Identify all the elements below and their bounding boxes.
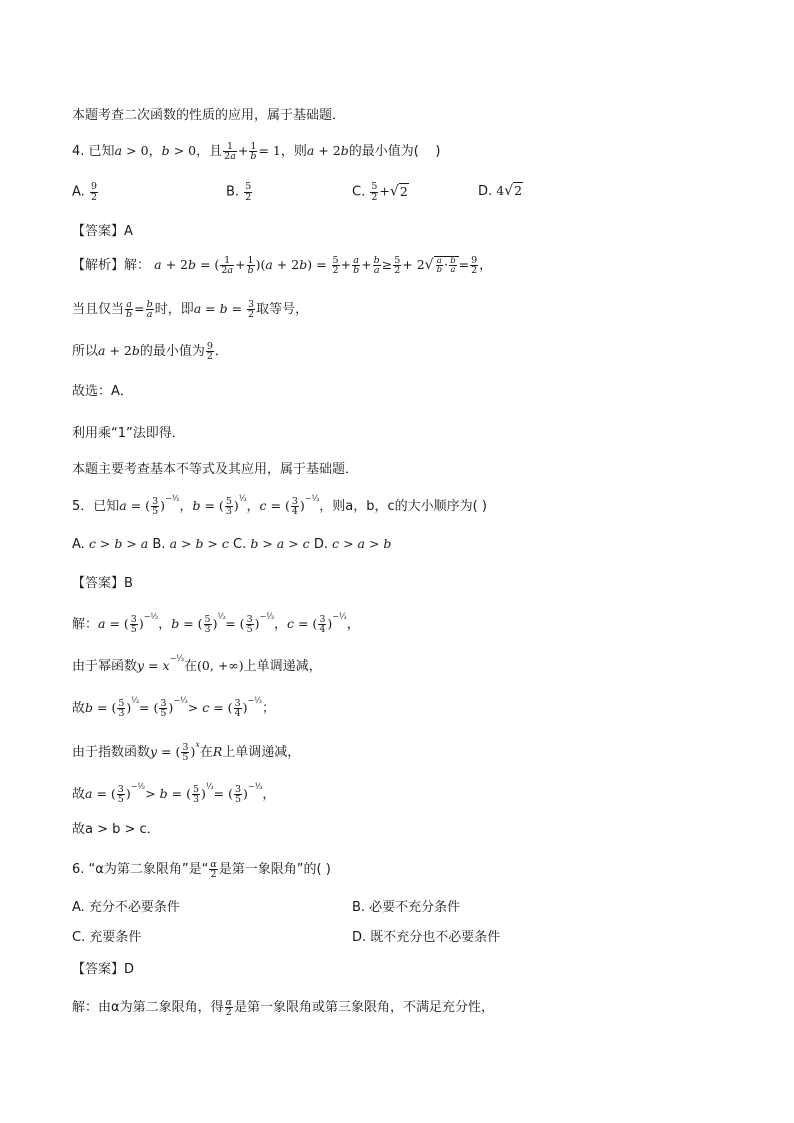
q4-option-d: D. 4√2 xyxy=(478,183,523,199)
q4-method: 利用乘“1”法即得． xyxy=(72,426,185,441)
q4-option-d-label: D. xyxy=(478,184,493,199)
q5-exp-prefix: 由于指数函数 xyxy=(72,745,151,760)
q4-equality-end: 取等号， xyxy=(256,302,309,317)
q6-solve-b: 是第一象限角或第三象限角，不满足充分性， xyxy=(234,1000,495,1015)
q5-stem: 5．已知a = ( $\frac{3}{5}$ )$^{-\frac{1}{2}}$，b = ( $\frac{5}{3}$ )$^{\frac{1}{3}}$，c = ( $\frac{3}{4}$ )$^{-\frac{1}{3}}$，则a，b，c的大小顺序为( ) xyxy=(72,494,487,517)
q4-analysis-label: 【解析】解： xyxy=(72,258,151,273)
q5-final: 故a > b > c． xyxy=(72,822,160,837)
q5-number: 5． xyxy=(72,499,94,514)
q4-option-a-label: A. xyxy=(72,184,85,200)
q6-stem: 6. “α为第二象限角”是“ $\frac{\alpha}{2}$ 是第一象限角”的( ) xyxy=(72,858,331,880)
q4-option-b-label: B. xyxy=(226,184,240,200)
q4-option-a: A. $\frac{9}{2}$ xyxy=(72,181,97,203)
q5-option-d-label: D. xyxy=(313,537,328,552)
q4-conclusion-prefix: 所以 xyxy=(72,344,99,359)
q5-option-b-label: B. xyxy=(152,537,166,552)
q6-solve-a: 解：由α为第二象限角，得 xyxy=(72,1000,224,1015)
q4-number: 4. xyxy=(72,144,85,159)
q6-option-a: A. 充分不必要条件 xyxy=(72,900,180,915)
q5-gu-1: 故 xyxy=(72,701,86,716)
q4-summary: 本题主要考查基本不等式及其应用，属于基础题． xyxy=(72,462,359,477)
q6-number: 6. xyxy=(72,862,85,877)
q4-equality-condition: 当且仅当 $\frac{a}{b}$ = $\frac{b}{a}$ 时，即a = b = $\frac{3}{2}$ 取等号， xyxy=(72,298,309,320)
q4-choose: 故选：A． xyxy=(72,384,133,399)
q5-option-c-label: C. xyxy=(233,537,247,552)
q5-power-function: 由于幂函数$y = x^{-\frac{1}{3}}$在(0, +∞)上单调递减， xyxy=(72,654,322,674)
q4-answer: 【答案】A xyxy=(72,224,133,239)
q5-power-suffix: 上单调递减， xyxy=(243,659,322,674)
q6-answer: 【答案】D xyxy=(72,962,135,977)
q5-compare-bc: 故b = ( $\frac{5}{3}$ )$^{\frac{1}{3}}$= ( $\frac{3}{5}$ )$^{-\frac{1}{3}}$> c = ( $\frac{3}{4}$ )$^{-\frac{1}{3}}$； xyxy=(72,696,275,719)
q4-equality-prefix: 当且仅当 xyxy=(72,302,125,317)
q4-conclusion-mid: 的最小值为 xyxy=(139,344,205,359)
q4-option-b: B. $\frac{5}{2}$ xyxy=(226,181,252,203)
q6-option-d: D. 既不充分也不必要条件 xyxy=(352,930,501,945)
intro-summary: 本题考查二次函数的性质的应用，属于基础题． xyxy=(72,108,346,123)
q4-stem: 4. 已知a > 0，b > 0，且 $\frac{1}{2a}$ + $\frac{1}{b}$ = 1，则a + 2b的最小值为( ) xyxy=(72,140,441,162)
q5-stem-suffix: ，则a，b，c的大小顺序为( ) xyxy=(319,499,487,514)
q5-option-c-text: b > a > c xyxy=(250,536,310,551)
q5-gu-2: 故 xyxy=(72,787,86,802)
q4-analysis: 【解析】解： a + 2b = ( $\frac{1}{2a}$ + $\frac{1}{b}$ )(a + 2b) = $\frac{5}{2}$ + $\frac{a}{b}$ + $\frac{b}{a}$ ≥ $\frac{5}{2}$ + 2√ $\frac{a}{b}$ · $\frac{b}{a}$ = $\frac{9}{2}$ ， xyxy=(72,254,493,276)
q6-stem-a: “α为第二象限角”是“ xyxy=(88,862,209,877)
q5-option-a-label: A. xyxy=(72,537,85,552)
q6-option-c: C. 充要条件 xyxy=(72,930,142,945)
q4-option-c-label: C. xyxy=(352,184,366,200)
q5-compare-ab: 故a = ( $\frac{3}{5}$ )$^{-\frac{1}{2}}$> b = ( $\frac{5}{3}$ )$^{\frac{1}{3}}$= ( $\frac{3}{5}$ )$^{-\frac{1}{3}}$， xyxy=(72,782,276,805)
q4-conclusion: 所以a + 2b的最小值为 $\frac{9}{2}$ ． xyxy=(72,340,228,362)
q4-stem-prefix: 已知 xyxy=(88,144,115,159)
q4-option-c: C. $\frac{5}{2}$ +√2 xyxy=(352,181,408,203)
q5-options xyxy=(72,536,391,552)
q5-exp-suffix: 上单调递减， xyxy=(222,745,301,760)
q5-exp-function: 由于指数函数y = ( $\frac{3}{5}$ )$^x$在R上单调递减， xyxy=(72,740,301,763)
q5-option-a-text: c > b > a xyxy=(88,536,149,551)
q5-power-prefix: 由于幂函数 xyxy=(72,659,138,674)
q6-solution: 解：由α为第二象限角，得 $\frac{\alpha}{2}$ 是第一象限角或第三象限角，不满足充分性， xyxy=(72,996,495,1018)
q6-option-b: B. 必要不充分条件 xyxy=(352,900,461,915)
q5-option-b-text: a > b > c xyxy=(169,536,229,551)
q5-stem-prefix: 已知 xyxy=(93,499,120,514)
q5-option-d-text: c > a > b xyxy=(332,536,392,551)
q4-equality-mid: 时，即 xyxy=(154,302,194,317)
q6-stem-b: 是第一象限角”的( ) xyxy=(218,862,331,877)
q5-answer: 【答案】B xyxy=(72,576,133,591)
q5-solution-line1: 解：a = ( $\frac{3}{5}$ )$^{-\frac{1}{2}}$，b = ( $\frac{5}{3}$ )$^{\frac{1}{3}}$= ( $\frac{3}{5}$ )$^{-\frac{1}{3}}$，c = ( $\frac{3}{4}$ )$^{-\frac{1}{3}}$， xyxy=(72,612,360,635)
q5-solve-label: 解： xyxy=(72,617,99,632)
